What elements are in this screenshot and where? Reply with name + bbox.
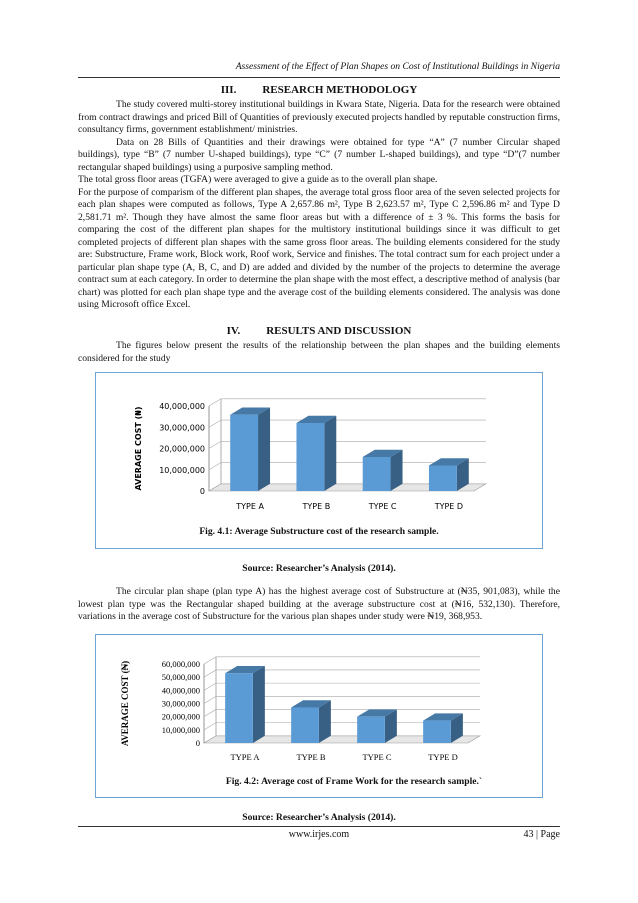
section-4-number: IV. bbox=[226, 325, 241, 337]
figure-4-1-y-tick-label: 30,000,000 bbox=[159, 423, 205, 433]
section-3-body bbox=[78, 99, 560, 312]
figure-4-2-bar bbox=[291, 707, 319, 743]
figure-4-1-frame bbox=[95, 372, 543, 549]
figure-4-1-x-tick-label: TYPE C bbox=[368, 502, 397, 511]
figure-4-2-x-tick-label: TYPE A bbox=[230, 752, 260, 762]
section-3-paragraph-2: Data on 28 Bills of Quantities and their drawings were obtained for type “A” (7 number Circular shaped buildings), type “B” (7 number U-shaped buildings), type “C” (7 number L-shaped buildings), and type “D”(7 number rectangular shaped buildings) using a purposive sampling method. bbox=[78, 136, 560, 173]
figure-4-1-y-tick-label: 40,000,000 bbox=[159, 402, 205, 411]
figure-4-1-caption: Fig. 4.1: Average Substructure cost of the research sample. bbox=[199, 526, 439, 537]
figure-4-1-bar-side bbox=[324, 416, 336, 491]
figure-4-2-caption: Fig. 4.2: Average cost of Frame Work for the research sample.` bbox=[225, 776, 483, 787]
figure-4-1-y-axis-label: AVERAGE COST (₦) bbox=[134, 406, 143, 491]
figure-4-1-bar bbox=[363, 457, 391, 491]
running-header: Assessment of the Effect of Plan Shapes on Cost of Institutional Buildings in Nigeria bbox=[235, 61, 560, 72]
figure-4-2-chart bbox=[96, 635, 541, 797]
figure-4-2-y-tick-label: 50,000,000 bbox=[161, 672, 200, 683]
section-4-discussion bbox=[78, 586, 560, 624]
figure-4-1-bar bbox=[230, 415, 258, 491]
figure-4-1-x-tick-label: TYPE A bbox=[236, 502, 264, 511]
figure-4-1-bar bbox=[429, 466, 457, 492]
section-3-number: III. bbox=[220, 84, 237, 96]
section-4-paragraph-1: The figures below present the results of the relationship between the plan shapes and the building elements considered for the study bbox=[78, 340, 560, 364]
footer-rule bbox=[78, 826, 560, 827]
figure-4-1-bar-side bbox=[258, 408, 270, 491]
figure-4-2-x-tick-label: TYPE B bbox=[296, 752, 326, 762]
section-4-title: RESULTS AND DISCUSSION bbox=[266, 325, 412, 337]
figure-4-2-bar-side bbox=[319, 700, 331, 743]
figure-4-2-y-tick-label: 20,000,000 bbox=[161, 711, 200, 722]
header-rule bbox=[78, 77, 560, 78]
figure-4-2-x-tick-label: TYPE D bbox=[428, 752, 458, 762]
section-4-intro bbox=[78, 340, 560, 365]
section-3-paragraph-4: For the purpose of comparism of the different plan shapes, the average total gross floor area of the seven selected projects for each plan shapes were computed as follows, Type A 2,657.86 m², Type B 2,623.57 m², Type C 2,596.86 m² and Type D 2,581.71 m². Though they have almost the same floor areas but with a difference of ± 3 %. This forms the basis for comparing the cost of the different plan shapes for the multistory institutional buildings since it was difficult to get completed projects of different plan shapes with the same gross floor areas. The building elements considered for the study are: Substructure, Frame work, Block work, Roof work, Service and finishes. The total contract sum for each project under a particular plan shape type (A, B, C, and D) are added and divided by the number of the projects to determine the average contract sum at each category. In order to determine the plan shape with the most effect, a descriptive method of analysis (bar chart) was plotted for each plan shape type and the average cost of the building elements considered. The analysis was done using Microsoft office Excel. bbox=[78, 186, 560, 310]
figure-4-2-y-tick-label: 10,000,000 bbox=[161, 724, 200, 735]
section-3-heading bbox=[78, 84, 560, 96]
figure-4-2-gridline bbox=[204, 657, 480, 664]
figure-4-1-bar-side bbox=[391, 450, 403, 491]
section-3-paragraph-3: The total gross floor areas (TGFA) were averaged to give a guide as to the overall plan shape. bbox=[78, 174, 438, 185]
figure-4-2-y-tick-label: 30,000,000 bbox=[161, 698, 200, 709]
figure-4-2-y-tick-label: 60,000,000 bbox=[161, 659, 200, 669]
figure-4-2-bar-side bbox=[253, 666, 265, 743]
figure-4-2-bar bbox=[423, 721, 451, 743]
figure-4-2-y-tick-label: 40,000,000 bbox=[161, 685, 200, 696]
figure-4-1-x-tick-label: TYPE D bbox=[434, 502, 464, 511]
footer-page-number: 43 | Page bbox=[523, 829, 560, 840]
footer-website: www.irjes.com bbox=[288, 829, 350, 840]
figure-4-1-x-tick-label: TYPE B bbox=[302, 502, 331, 511]
section-3-paragraph-1: The study covered multi-storey institutional buildings in Kwara State, Nigeria. Data for the research were obtained from contract drawings and priced Bill of Quantities of previously executed projects handled by reputable construction firms, consultancy firms, government establishment/ ministries. bbox=[78, 99, 560, 135]
figure-4-1-y-tick-label: 10,000,000 bbox=[159, 465, 205, 475]
figure-4-2-y-tick-label: 0 bbox=[195, 738, 200, 748]
figure-4-1-source: Source: Researcher’s Analysis (2014). bbox=[242, 563, 396, 574]
figure-4-1-y-tick-label: 20,000,000 bbox=[159, 444, 205, 454]
figure-4-2-x-tick-label: TYPE C bbox=[362, 752, 392, 762]
figure-4-2-source: Source: Researcher’s Analysis (2014). bbox=[242, 812, 396, 823]
figure-4-1-y-tick-label: 0 bbox=[199, 487, 205, 496]
section-3-title: RESEARCH METHODOLOGY bbox=[262, 84, 418, 96]
figure-4-1-bar bbox=[296, 423, 324, 491]
figure-4-1-chart bbox=[96, 373, 541, 548]
figure-4-1-gridline bbox=[209, 399, 486, 406]
figure-4-2-y-axis-label: AVERAGE COST (₦) bbox=[120, 660, 130, 747]
figure-4-2-frame bbox=[95, 634, 543, 798]
figure-4-2-bar bbox=[357, 717, 385, 743]
section-4-heading bbox=[78, 325, 560, 337]
figure-4-2-bar bbox=[225, 673, 253, 743]
section-4-paragraph-2: The circular plan shape (plan type A) has the highest average cost of Substructure at (₦35, 901,083), while the lowest plan type was the Rectangular shaped building at the average substructure cost at (₦16, 532,130). Therefore, variations in the average cost of Substructure for the various plan shapes under study were ₦19, 368,953. bbox=[78, 586, 560, 622]
